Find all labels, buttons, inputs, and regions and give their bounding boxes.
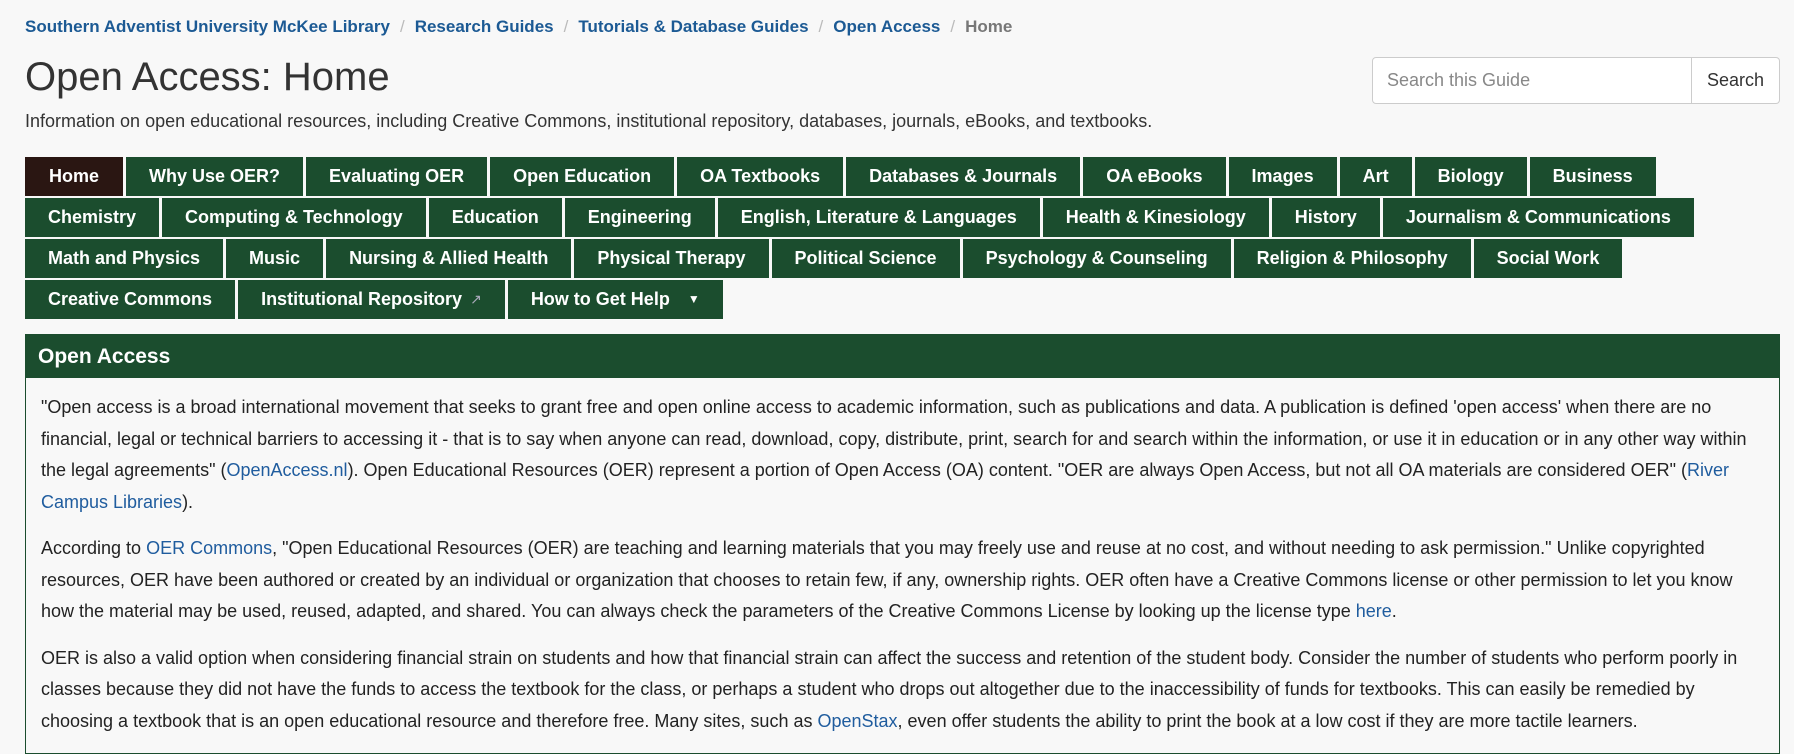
- tab-journalism-communications[interactable]: Journalism & Communications: [1383, 198, 1694, 237]
- tab-biology[interactable]: Biology: [1415, 157, 1527, 196]
- tab-images[interactable]: Images: [1229, 157, 1337, 196]
- page-title: Open Access: Home: [25, 55, 390, 99]
- paragraph-open-access: [41, 392, 1765, 518]
- breadcrumb-separator: /: [563, 17, 569, 36]
- tab-health-kinesiology[interactable]: Health & Kinesiology: [1043, 198, 1269, 237]
- page-description: Information on open educational resources, including Creative Commons, institutional repository, databases, journals, eBooks, and textbooks.: [25, 111, 1153, 131]
- breadcrumb-separator: /: [399, 17, 405, 36]
- tab-institutional-repository[interactable]: [238, 280, 505, 319]
- tab-music[interactable]: Music: [226, 239, 323, 278]
- tab-computing-technology[interactable]: Computing & Technology: [162, 198, 426, 237]
- caret-down-icon[interactable]: ▼: [687, 292, 700, 306]
- tab-religion-philosophy[interactable]: Religion & Philosophy: [1234, 239, 1471, 278]
- search-input[interactable]: [1372, 57, 1692, 104]
- tab-math-physics[interactable]: Math and Physics: [25, 239, 223, 278]
- tab-why-use-oer[interactable]: Why Use OER?: [126, 157, 303, 196]
- link-river-campus-libraries[interactable]: River Campus Libraries: [41, 460, 1729, 512]
- tab-creative-commons[interactable]: Creative Commons: [25, 280, 235, 319]
- paragraph-text: ).: [182, 491, 194, 512]
- tab-chemistry[interactable]: Chemistry: [25, 198, 159, 237]
- paragraph-text: , "Open Educational Resources (OER) are teaching and learning materials that you may freely use and reuse at no cost, and without needing to ask permission." Unlike copyrighted resources, OER have been authored or created by an individual or organization that chooses to retain few, if any, ownership rights. OER often have a Creative Commons license or other permission to let you know how the material may be used, reused, adapted, and shared. You can always check the parameters of the Creative Commons License by looking up the license type: [41, 538, 1733, 621]
- paragraph-text: "Open access is a broad international movement that seeks to grant free and open online access to academic information, such as publications and data. A publication is defined 'open access' when there are no financial, legal or technical barriers to accessing it - that is to say when anyone can read, download, copy, distribute, print, search for and search within the information, or use it in education or in any other way within the legal agreements" (: [41, 397, 1747, 480]
- link-oer-commons[interactable]: OER Commons: [146, 538, 273, 558]
- tab-psychology-counseling[interactable]: Psychology & Counseling: [963, 239, 1231, 278]
- tab-how-to-get-help[interactable]: [508, 280, 723, 319]
- link-openaccess-nl[interactable]: OpenAccess.nl: [226, 460, 348, 480]
- paragraph-text: , even offer students the ability to print the book at a low cost if they are more tactile learners.: [897, 710, 1638, 731]
- tab-art[interactable]: Art: [1340, 157, 1412, 196]
- breadcrumb-separator: /: [950, 17, 956, 36]
- paragraph-text: OER is also a valid option when considering financial strain on students and how that financial strain can affect the success and retention of the student body. Consider the number of students who perform poorly in classes because they did not have the funds to access the textbook for the class, or perhaps a student who drops out altogether due to the inaccessibility of funds for textbooks. This can easily be remedied by choosing a textbook that is an open educational resource and therefore free. Many sites, such as: [41, 647, 1738, 731]
- tab-political-science[interactable]: Political Science: [772, 239, 960, 278]
- tab-history[interactable]: History: [1272, 198, 1380, 237]
- paragraph-financial-strain: [41, 643, 1765, 738]
- tab-oa-textbooks[interactable]: OA Textbooks: [677, 157, 843, 196]
- search-button[interactable]: Search: [1692, 57, 1780, 104]
- tab-english-literature-languages[interactable]: English, Literature & Languages: [718, 198, 1040, 237]
- breadcrumb-open-access[interactable]: Open Access: [833, 17, 941, 36]
- tab-label: How to Get Help: [530, 289, 670, 309]
- tab-databases-journals[interactable]: Databases & Journals: [846, 157, 1080, 196]
- breadcrumb-current: Home: [965, 17, 1013, 36]
- tab-social-work[interactable]: Social Work: [1474, 239, 1623, 278]
- tab-evaluating-oer[interactable]: Evaluating OER: [306, 157, 487, 196]
- tab-education[interactable]: Education: [429, 198, 562, 237]
- breadcrumb-research-guides[interactable]: Research Guides: [414, 17, 554, 36]
- link-openstax[interactable]: OpenStax: [817, 710, 898, 731]
- breadcrumb-separator: /: [818, 17, 824, 36]
- paragraph-text: ). Open Educational Resources (OER) represent a portion of Open Access (OA) content. "OER are always Open Access, but not all OA materials are considered OER" (: [347, 460, 1687, 480]
- external-link-icon: ↗: [470, 291, 482, 307]
- paragraph-oer-commons: [41, 533, 1765, 628]
- tab-home[interactable]: Home: [25, 157, 123, 196]
- breadcrumb: [25, 17, 1012, 37]
- tab-business[interactable]: Business: [1530, 157, 1656, 196]
- breadcrumb-tutorials[interactable]: Tutorials & Database Guides: [578, 17, 809, 36]
- guide-search: [1372, 57, 1780, 104]
- tab-nursing-allied-health[interactable]: Nursing & Allied Health: [326, 239, 571, 278]
- open-access-panel: [25, 334, 1780, 754]
- panel-body: [26, 378, 1779, 737]
- tab-physical-therapy[interactable]: Physical Therapy: [574, 239, 768, 278]
- panel-heading: Open Access: [26, 335, 1779, 378]
- tab-open-education[interactable]: Open Education: [490, 157, 674, 196]
- tab-oa-ebooks[interactable]: OA eBooks: [1083, 157, 1225, 196]
- breadcrumb-library[interactable]: Southern Adventist University McKee Library: [25, 17, 390, 36]
- paragraph-text: .: [1391, 601, 1397, 621]
- tab-label: Institutional Repository: [261, 289, 463, 309]
- paragraph-text: According to: [41, 538, 147, 558]
- guide-tabs: [25, 157, 1775, 319]
- tab-engineering[interactable]: Engineering: [565, 198, 715, 237]
- link-here[interactable]: here: [1355, 601, 1392, 621]
